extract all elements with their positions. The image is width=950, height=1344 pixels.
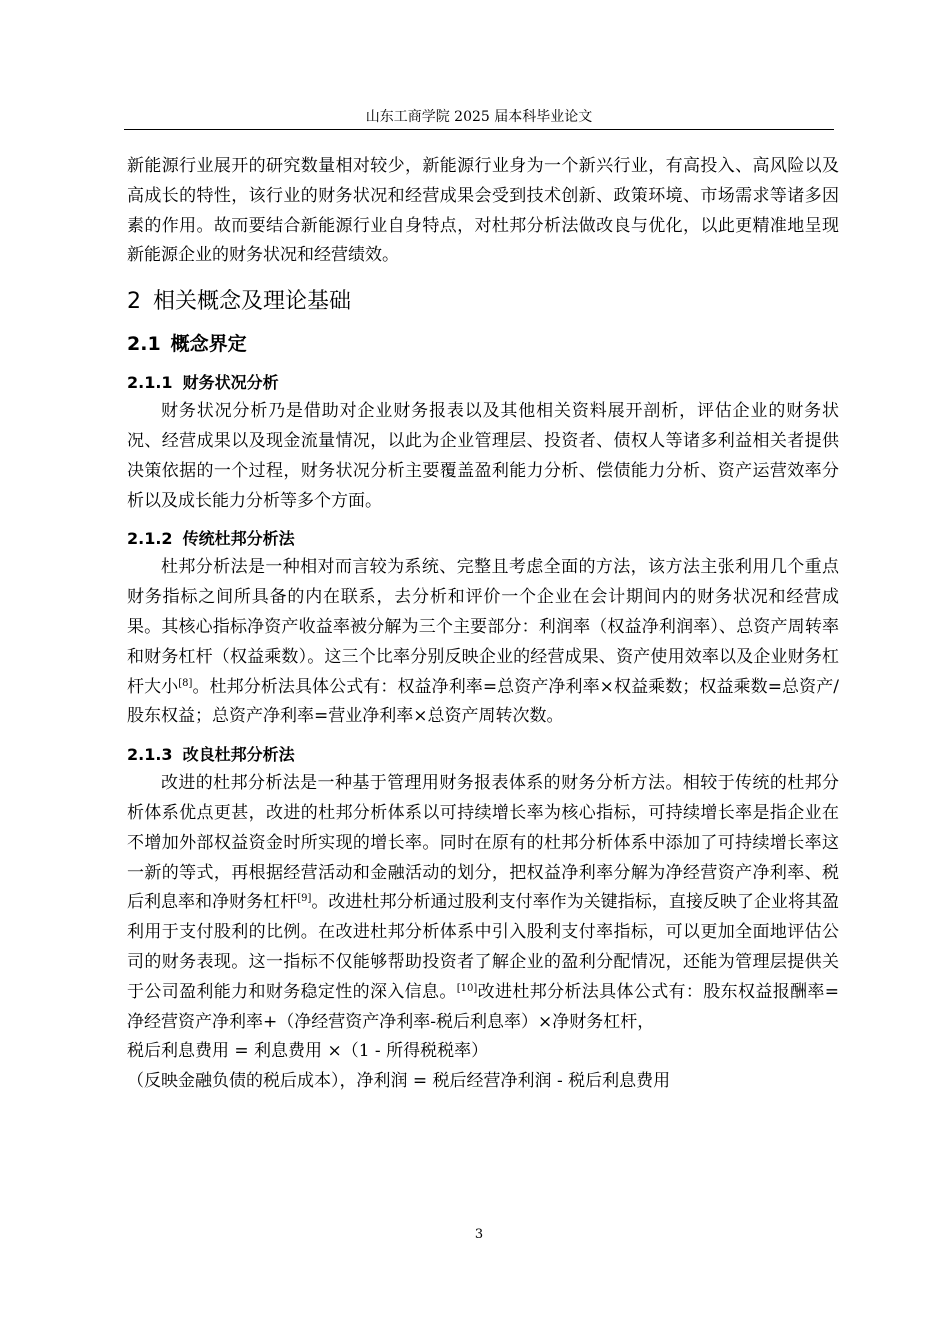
improved-text-c: 改进杜邦分析法具体公式有：股东权益报酬率=净经营资产净利率+（净经营资产净利率-税后利息率）×净财务杠杆， bbox=[127, 981, 840, 1032]
chapter-heading bbox=[127, 284, 839, 320]
subsection-heading-2-1-3 bbox=[127, 741, 839, 768]
improved-dupont-paragraph bbox=[127, 769, 839, 1037]
citation-8: [8] bbox=[178, 677, 193, 689]
subsection-number: 2.1.3 bbox=[127, 745, 173, 765]
financial-analysis-paragraph: 财务状况分析乃是借助对企业财务报表以及其他相关资料展开剖析，评估企业的财务状况、经营成果以及现金流量情况，以此为企业管理层、投资者、债权人等诸多利益相关者提供决策依据的一个过程，财务状况分析主要覆盖盈利能力分析、偿债能力分析、资产运营效率分析以及成长能力分析等多个方面。 bbox=[127, 401, 839, 511]
section-heading-2-1 bbox=[127, 328, 839, 360]
subsection-title: 改良杜邦分析法 bbox=[182, 745, 295, 765]
improved-text-b: 。改进杜邦分析通过股利支付率作为关键指标，直接反映了企业将其盈利用于支付股利的比例。在改进杜邦分析体系中引入股利支付率指标，可以更加全面地评估公司的财务表现。这一指标不仅能够帮助投资者了解企业的盈利分配情况，还能为管理层提供关于公司盈利能力和财务稳定性的深入信息。 bbox=[127, 892, 839, 1002]
subsection-heading-2-1-2 bbox=[127, 525, 839, 552]
page-body bbox=[127, 152, 839, 1097]
subsection-title: 传统杜邦分析法 bbox=[182, 529, 295, 549]
citation-10: [10] bbox=[456, 982, 478, 994]
formula-line-2: （反映金融负债的税后成本），净利润 = 税后经营净利润 - 税后利息费用 bbox=[127, 1071, 671, 1092]
improved-text-a: 改进的杜邦分析法是一种基于管理用财务报表体系的财务分析方法。相较于传统的杜邦分析体系优点更甚，改进的杜邦分析体系以可持续增长率为核心指标，可持续增长率是指企业在不增加外部权益资金时所实现的增长率。同时在原有的杜邦分析体系中添加了可持续增长率这一新的等式，再根据经营活动和金融活动的划分，把权益净利率分解为净经营资产净利率、税后利息率和净财务杠杆 bbox=[127, 773, 839, 913]
subsection-title: 财务状况分析 bbox=[182, 373, 279, 393]
section-title: 概念界定 bbox=[170, 333, 247, 356]
formula-line-1: 税后利息费用 = 利息费用 ×（1 - 所得税税率） bbox=[127, 1041, 489, 1062]
subsection-number: 2.1.1 bbox=[127, 373, 173, 393]
citation-9: [9] bbox=[297, 893, 312, 905]
dupont-paragraph bbox=[127, 553, 839, 732]
header-rule bbox=[124, 129, 834, 130]
dupont-text-b: 。杜邦分析法具体公式有：权益净利率=总资产净利率×权益乘数；权益乘数=总资产/股东权益；总资产净利率=营业净利率×总资产周转次数。 bbox=[127, 676, 839, 727]
dupont-text-a: 杜邦分析法是一种相对而言较为系统、完整且考虑全面的方法，该方法主张利用几个重点财务指标之间所具备的内在联系，去分析和评价一个企业在会计期间内的财务状况和经营成果。其核心指标净资产收益率被分解为三个主要部分：利润率（权益净利润率）、总资产周转率和财务杠杆（权益乘数）。这三个比率分别反映企业的经营成果、资产使用效率以及企业财务杠杆大小 bbox=[127, 557, 839, 697]
intro-paragraph: 新能源行业展开的研究数量相对较少，新能源行业身为一个新兴行业，有高投入、高风险以及高成长的特性，该行业的财务状况和经营成果会受到技术创新、政策环境、市场需求等诸多因素的作用。故而要结合新能源行业自身特点，对杜邦分析法做改良与优化，以此更精准地呈现新能源企业的财务状况和经营绩效。 bbox=[127, 156, 839, 266]
page-number: 3 bbox=[474, 1227, 484, 1242]
page-header: 山东工商学院 2025 届本科毕业论文 bbox=[365, 109, 593, 125]
subsection-number: 2.1.2 bbox=[127, 529, 173, 549]
chapter-title: 相关概念及理论基础 bbox=[153, 289, 352, 315]
subsection-heading-2-1-1 bbox=[127, 369, 839, 396]
section-number: 2.1 bbox=[127, 333, 161, 356]
chapter-number: 2 bbox=[127, 289, 141, 315]
